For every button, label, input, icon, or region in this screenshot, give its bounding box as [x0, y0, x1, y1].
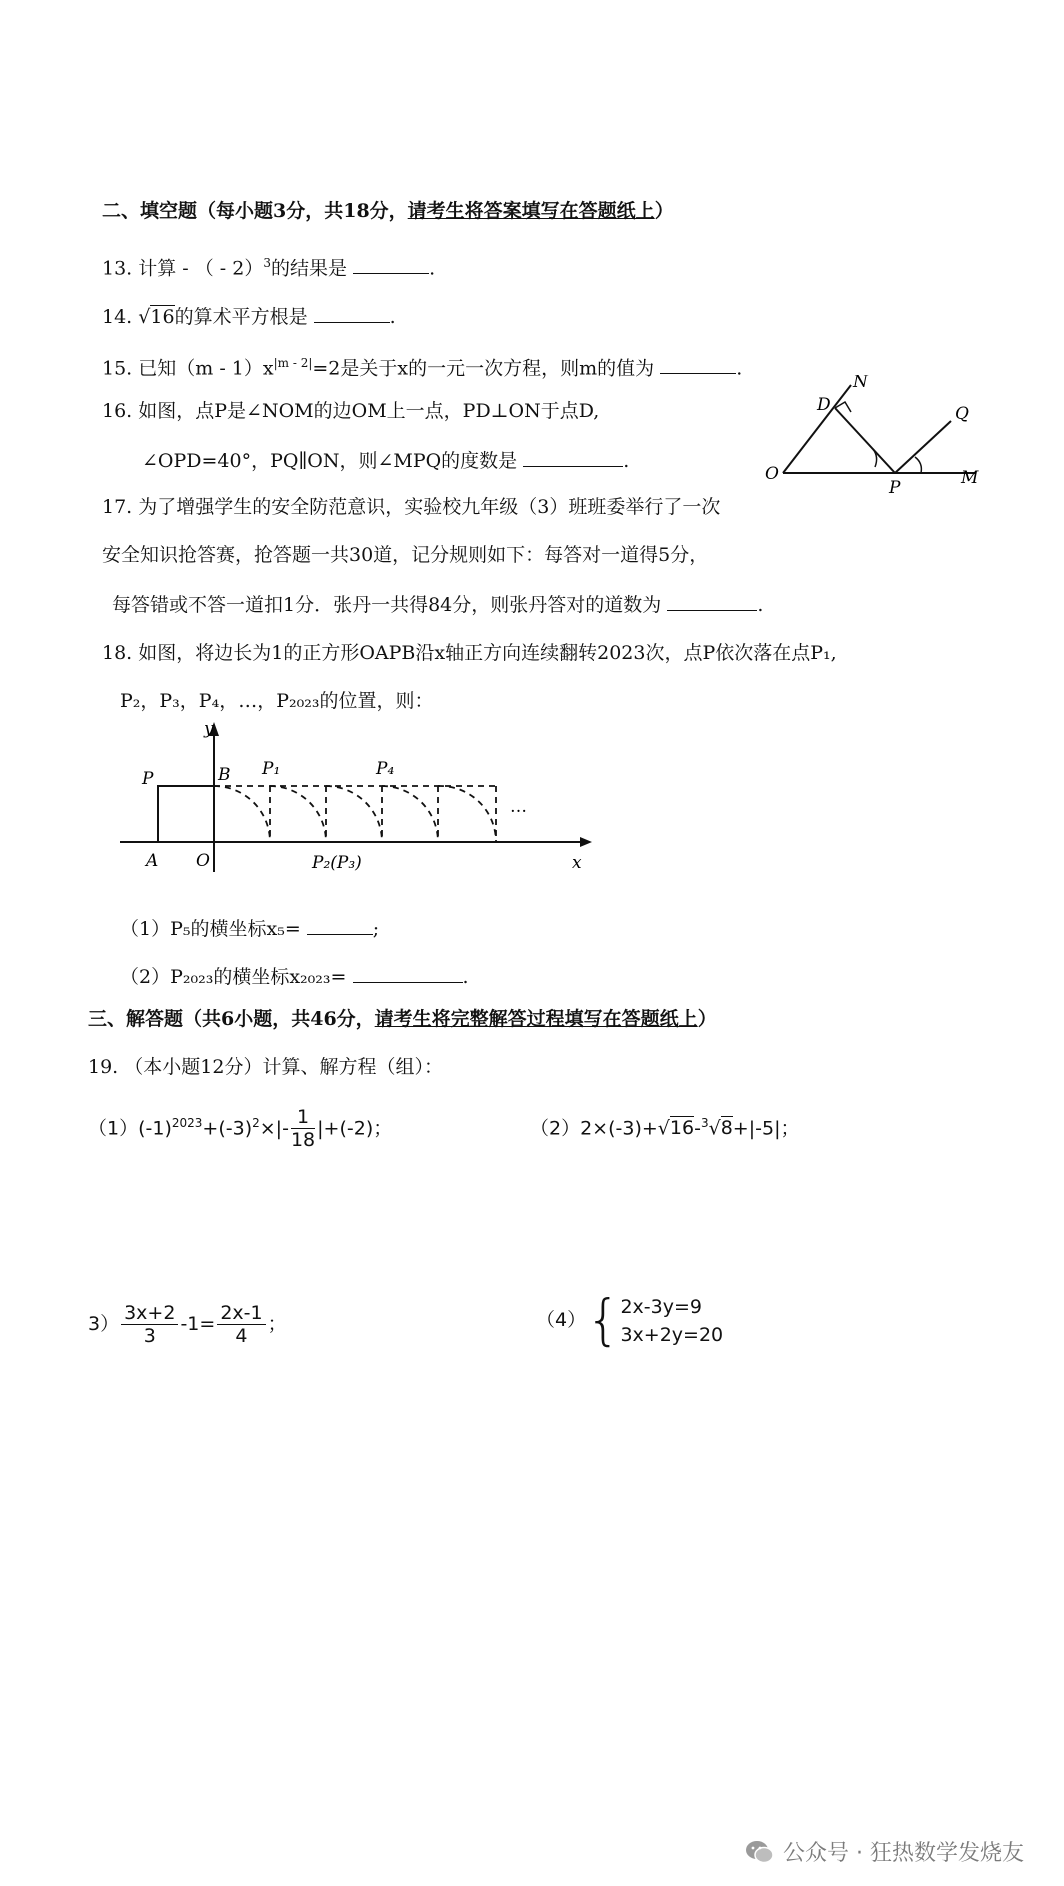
watermark: 公众号 · 狂热数学发烧友	[745, 1836, 1024, 1867]
question-17-line1: 17. 为了增强学生的安全防范意识，实验校九年级（3）班班委举行了一次	[102, 496, 721, 518]
wechat-icon	[745, 1839, 775, 1865]
answer-blank-18-1[interactable]	[307, 914, 373, 935]
sqrt-symbol: √	[657, 1117, 670, 1140]
label-M: M	[961, 468, 979, 488]
answer-blank-13[interactable]	[353, 253, 429, 274]
label-B: B	[218, 765, 231, 785]
label-Q: Q	[955, 404, 969, 424]
answer-blank-17[interactable]	[667, 590, 757, 611]
fraction-1-18: $\frac{1}{18}$	[290, 1106, 316, 1152]
left-brace: {	[586, 1288, 621, 1352]
question-17-line2: 安全知识抢答赛，抢答题一共30道，记分规则如下：每答对一道得5分，	[102, 544, 709, 566]
cuberoot-symbol: √	[708, 1117, 721, 1140]
label-y: y	[204, 722, 214, 739]
q19-part1: $(1)(-1)^{2023}+(-3)^2\times|-$ $\frac{1}{18}$ |+(-2)；	[88, 1106, 393, 1152]
question-16-line1: 16. 如图，点P是∠NOM的边OM上一点，PD⊥ON于点D,	[102, 400, 600, 422]
q19-part4: （4）{ 2x-3y=9 3x+2y=20	[536, 1288, 724, 1352]
q19-part3: 3） $\frac{3x+2}{3}$ -1= $\frac{2x-1}{4}$ ；	[88, 1302, 287, 1347]
label-A: A	[146, 851, 159, 871]
question-16-line2: ∠OPD=40°，PQ∥ON，则∠MPQ的度数是 .	[142, 446, 629, 474]
answer-blank-15[interactable]	[660, 353, 736, 374]
question-18-sub2: （2）P₂₀₂₃的横坐标x₂₀₂₃= .	[120, 962, 469, 990]
q16-figure	[755, 375, 1015, 495]
label-O: O	[765, 464, 779, 484]
question-14: 14. √16的算术平方根是 .	[102, 302, 396, 330]
question-18-line1: 18. 如图，将边长为1的正方形OAPB沿x轴正方向连续翻转2023次，点P依次落在点P₁,	[102, 642, 837, 664]
answer-blank-18-2[interactable]	[353, 962, 463, 983]
label-D: D	[817, 395, 831, 415]
question-15: 15. 已知$(m - 1)x^{|m - 2|}=2$是关于x的一元一次方程，则m的值为 .	[102, 350, 742, 381]
q18-figure	[110, 722, 610, 882]
label-N: N	[853, 375, 868, 392]
question-19: 19. （本小题12分）计算、解方程（组）：	[88, 1056, 443, 1078]
fraction-3x2-3: $\frac{3x+2}{3}$	[121, 1302, 178, 1347]
section2-heading: 二、填空题（每小题3分，共18分，请考生将答案填写在答题纸上）	[102, 200, 674, 222]
label-P2P3: P₂(P₃)	[312, 853, 362, 873]
question-18-line2: P₂，P₃，P₄，…，P₂₀₂₃的位置，则：	[120, 690, 434, 712]
question-17-line3: 每答错或不答一道扣1分．张丹一共得84分，则张丹答对的道数为 .	[112, 590, 763, 618]
label-x: x	[572, 853, 582, 873]
label-O: O	[196, 851, 210, 871]
label-P1: P₁	[262, 759, 281, 779]
label-P: P	[889, 478, 901, 495]
label-dots: …	[510, 797, 527, 817]
section3-heading: 三、解答题（共6小题，共46分，请考生将完整解答过程填写在答题纸上）	[88, 1008, 717, 1030]
answer-blank-14[interactable]	[314, 302, 390, 323]
sqrt-symbol: √	[138, 306, 151, 328]
fraction-2x1-4: $\frac{2x-1}{4}$	[217, 1302, 265, 1347]
question-18-sub1: （1）P₅的横坐标x₅= ;	[120, 914, 379, 942]
answer-blank-16[interactable]	[523, 446, 623, 467]
label-P4: P₄	[376, 759, 395, 779]
q19-part2: （2）2×(-3)+√16-$^3$√8+|-5|；	[530, 1116, 800, 1140]
label-P: P	[142, 769, 154, 789]
equation-system: 2x-3y=9 3x+2y=20	[620, 1295, 724, 1346]
question-13: 13. 计算 - （ - 2）$^3$的结果是 .	[102, 250, 435, 281]
